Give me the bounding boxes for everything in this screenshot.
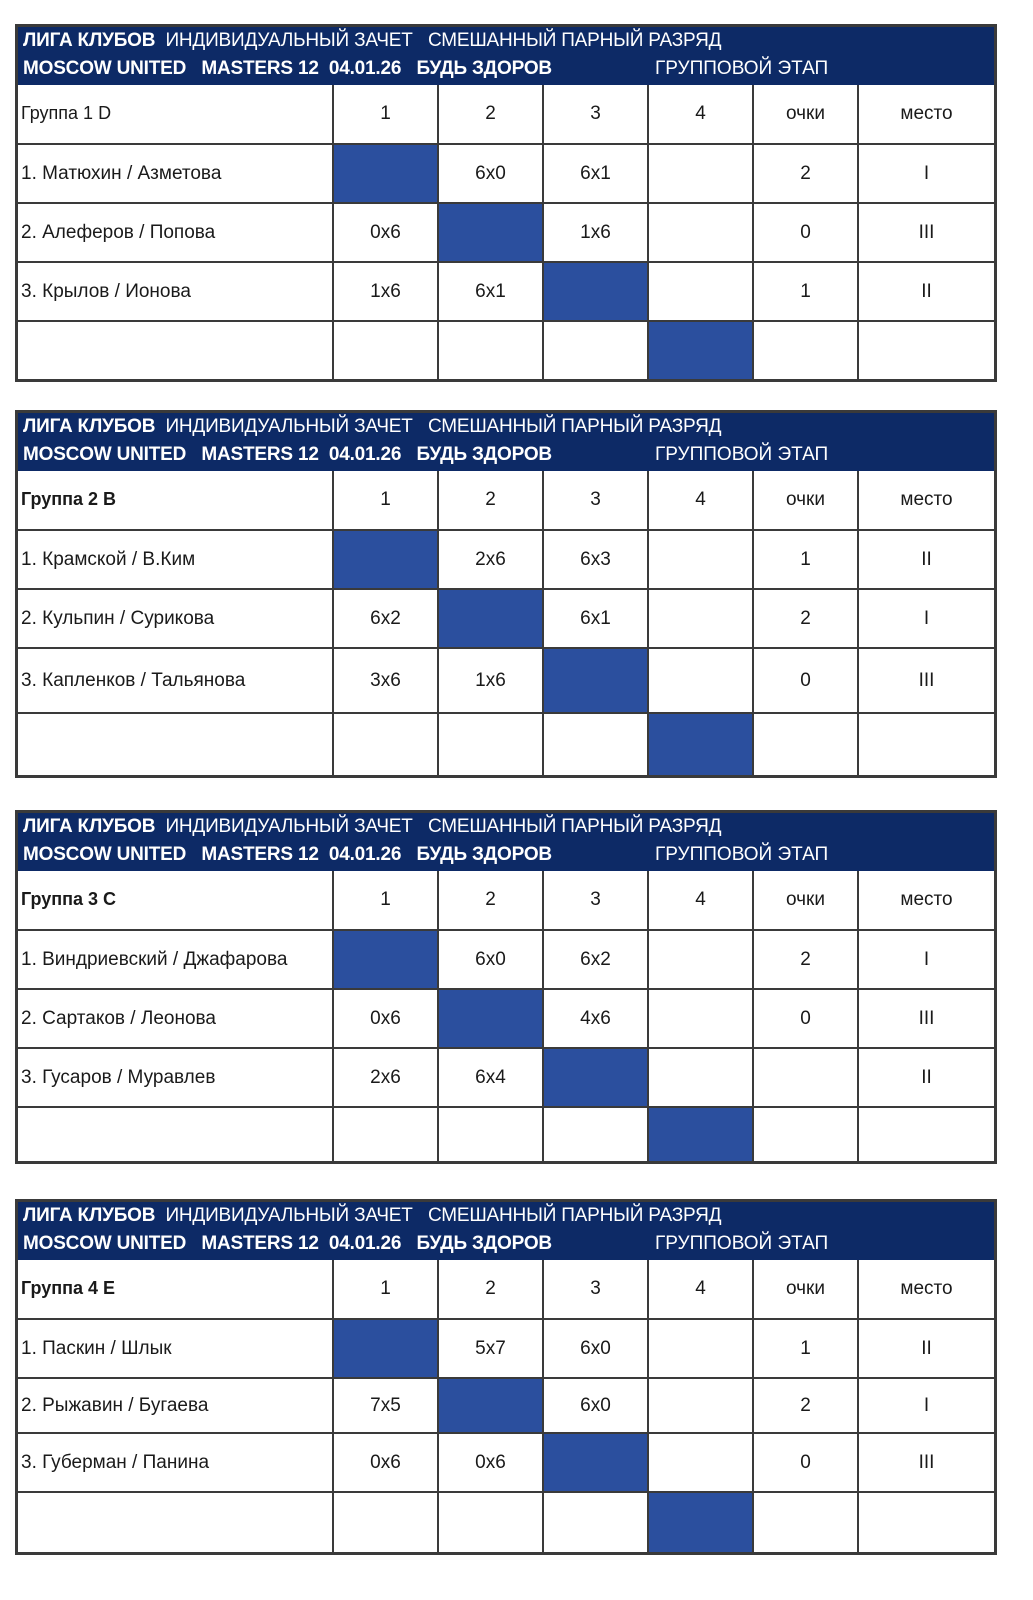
column-header: 4	[648, 871, 753, 930]
points-cell: 0	[753, 989, 858, 1048]
score-cell	[648, 1048, 753, 1107]
place-cell: III	[858, 648, 994, 713]
column-header: 4	[648, 471, 753, 530]
score-cell: 6x2	[543, 930, 648, 989]
group-label: Группа 4 E	[18, 1260, 333, 1319]
place-cell: III	[858, 203, 994, 262]
column-header: 3	[543, 871, 648, 930]
score-cell: 1x6	[543, 203, 648, 262]
stage-label: ГРУППОВОЙ ЭТАП	[655, 58, 829, 79]
team-name	[18, 1492, 333, 1552]
team-name: 3. Капленков / Тальянова	[18, 648, 333, 713]
score-cell: 0x6	[333, 989, 438, 1048]
group-grid	[18, 85, 994, 379]
team-name: 2. Рыжавин / Бугаева	[18, 1378, 333, 1433]
column-header: 4	[648, 1260, 753, 1319]
diagonal-cell	[438, 589, 543, 648]
header-line-1: ЛИГА КЛУБОВ ИНДИВИДУАЛЬНЫЙ ЗАЧЕТ СМЕШАННЫЙ ПАРНЫЙ РАЗРЯД	[23, 1205, 722, 1226]
column-header: очки	[753, 471, 858, 530]
score-cell: 6x0	[438, 144, 543, 203]
header-line-1: ЛИГА КЛУБОВ ИНДИВИДУАЛЬНЫЙ ЗАЧЕТ СМЕШАННЫЙ ПАРНЫЙ РАЗРЯД	[23, 416, 722, 437]
column-header: 3	[543, 85, 648, 144]
score-cell	[543, 713, 648, 775]
diagonal-cell	[438, 989, 543, 1048]
group-label: Группа 1 D	[18, 85, 333, 144]
column-header: 3	[543, 471, 648, 530]
score-cell: 0x6	[333, 1433, 438, 1492]
column-header: очки	[753, 1260, 858, 1319]
place-cell: I	[858, 589, 994, 648]
place-cell	[858, 1492, 994, 1552]
diagonal-cell	[648, 1492, 753, 1552]
score-cell	[648, 930, 753, 989]
score-cell	[438, 321, 543, 379]
score-cell: 6x3	[543, 530, 648, 589]
score-cell	[543, 321, 648, 379]
score-cell: 4x6	[543, 989, 648, 1048]
points-cell: 0	[753, 203, 858, 262]
diagonal-cell	[333, 1319, 438, 1378]
score-cell: 6x0	[543, 1378, 648, 1433]
group-grid	[18, 871, 994, 1161]
place-cell: I	[858, 144, 994, 203]
score-cell	[648, 530, 753, 589]
score-cell: 2x6	[333, 1048, 438, 1107]
score-cell: 1x6	[438, 648, 543, 713]
score-cell	[648, 1433, 753, 1492]
group-label: Группа 3 C	[18, 871, 333, 930]
group-grid	[18, 1260, 994, 1552]
team-name: 3. Гусаров / Муравлев	[18, 1048, 333, 1107]
points-cell	[753, 713, 858, 775]
column-header: место	[858, 471, 994, 530]
team-name	[18, 321, 333, 379]
diagonal-cell	[648, 1107, 753, 1161]
score-cell: 6x2	[333, 589, 438, 648]
points-cell: 1	[753, 262, 858, 321]
column-header: 1	[333, 471, 438, 530]
diagonal-cell	[648, 713, 753, 775]
score-cell	[648, 262, 753, 321]
column-header: 2	[438, 85, 543, 144]
score-cell: 5x7	[438, 1319, 543, 1378]
points-cell: 2	[753, 930, 858, 989]
team-name: 1. Виндриевский / Джафарова	[18, 930, 333, 989]
header-line-2: MOSCOW UNITED MASTERS 12 04.01.26 БУДЬ ЗДОРОВ	[23, 58, 552, 79]
column-header: 2	[438, 871, 543, 930]
score-cell	[438, 1107, 543, 1161]
place-cell: III	[858, 1433, 994, 1492]
column-header: 1	[333, 871, 438, 930]
points-cell: 0	[753, 1433, 858, 1492]
team-name	[18, 713, 333, 775]
score-cell	[648, 203, 753, 262]
diagonal-cell	[438, 203, 543, 262]
score-cell: 6x1	[438, 262, 543, 321]
group-table-3	[15, 810, 997, 1164]
score-cell	[648, 144, 753, 203]
team-name: 1. Паскин / Шлык	[18, 1319, 333, 1378]
score-cell: 6x0	[543, 1319, 648, 1378]
score-cell	[543, 1492, 648, 1552]
column-header: 2	[438, 1260, 543, 1319]
team-name: 1. Матюхин / Азметова	[18, 144, 333, 203]
points-cell	[753, 1107, 858, 1161]
score-cell: 1x6	[333, 262, 438, 321]
score-cell: 6x1	[543, 144, 648, 203]
score-cell	[438, 713, 543, 775]
table-header	[18, 413, 994, 471]
diagonal-cell	[543, 1433, 648, 1492]
place-cell: I	[858, 930, 994, 989]
header-line-2: MOSCOW UNITED MASTERS 12 04.01.26 БУДЬ ЗДОРОВ	[23, 1233, 552, 1254]
place-cell	[858, 713, 994, 775]
points-cell: 2	[753, 144, 858, 203]
stage-label: ГРУППОВОЙ ЭТАП	[655, 1233, 829, 1254]
score-cell	[333, 321, 438, 379]
column-header: 2	[438, 471, 543, 530]
points-cell	[753, 1048, 858, 1107]
score-cell: 0x6	[333, 203, 438, 262]
group-table-4	[15, 1199, 997, 1555]
group-table-2	[15, 410, 997, 778]
score-cell	[648, 989, 753, 1048]
score-cell	[333, 1492, 438, 1552]
table-header	[18, 27, 994, 85]
points-cell: 2	[753, 1378, 858, 1433]
team-name: 3. Крылов / Ионова	[18, 262, 333, 321]
group-table-1	[15, 24, 997, 382]
diagonal-cell	[333, 144, 438, 203]
column-header: место	[858, 871, 994, 930]
points-cell: 1	[753, 1319, 858, 1378]
column-header: 1	[333, 1260, 438, 1319]
score-cell	[648, 1378, 753, 1433]
header-line-2: MOSCOW UNITED MASTERS 12 04.01.26 БУДЬ ЗДОРОВ	[23, 844, 552, 865]
diagonal-cell	[543, 648, 648, 713]
diagonal-cell	[333, 930, 438, 989]
table-header	[18, 1202, 994, 1260]
place-cell: II	[858, 1048, 994, 1107]
score-cell	[543, 1107, 648, 1161]
score-cell: 3x6	[333, 648, 438, 713]
team-name: 2. Сартаков / Леонова	[18, 989, 333, 1048]
diagonal-cell	[438, 1378, 543, 1433]
column-header: 1	[333, 85, 438, 144]
team-name	[18, 1107, 333, 1161]
column-header: очки	[753, 85, 858, 144]
diagonal-cell	[333, 530, 438, 589]
diagonal-cell	[543, 1048, 648, 1107]
stage-label: ГРУППОВОЙ ЭТАП	[655, 844, 829, 865]
column-header: 4	[648, 85, 753, 144]
score-cell	[648, 648, 753, 713]
place-cell: I	[858, 1378, 994, 1433]
score-cell: 2x6	[438, 530, 543, 589]
points-cell: 0	[753, 648, 858, 713]
group-label: Группа 2 B	[18, 471, 333, 530]
score-cell: 6x4	[438, 1048, 543, 1107]
table-header	[18, 813, 994, 871]
score-cell: 7x5	[333, 1378, 438, 1433]
score-cell	[648, 1319, 753, 1378]
header-line-2: MOSCOW UNITED MASTERS 12 04.01.26 БУДЬ ЗДОРОВ	[23, 444, 552, 465]
column-header: очки	[753, 871, 858, 930]
score-cell	[648, 589, 753, 648]
header-line-1: ЛИГА КЛУБОВ ИНДИВИДУАЛЬНЫЙ ЗАЧЕТ СМЕШАННЫЙ ПАРНЫЙ РАЗРЯД	[23, 816, 722, 837]
score-cell: 0x6	[438, 1433, 543, 1492]
score-cell	[438, 1492, 543, 1552]
points-cell: 2	[753, 589, 858, 648]
place-cell: II	[858, 1319, 994, 1378]
points-cell	[753, 321, 858, 379]
score-cell: 6x0	[438, 930, 543, 989]
points-cell: 1	[753, 530, 858, 589]
diagonal-cell	[543, 262, 648, 321]
team-name: 2. Алеферов / Попова	[18, 203, 333, 262]
place-cell: II	[858, 530, 994, 589]
score-cell: 6x1	[543, 589, 648, 648]
column-header: место	[858, 85, 994, 144]
team-name: 2. Кульпин / Сурикова	[18, 589, 333, 648]
header-line-1: ЛИГА КЛУБОВ ИНДИВИДУАЛЬНЫЙ ЗАЧЕТ СМЕШАННЫЙ ПАРНЫЙ РАЗРЯД	[23, 30, 722, 51]
stage-label: ГРУППОВОЙ ЭТАП	[655, 444, 829, 465]
group-grid	[18, 471, 994, 775]
place-cell	[858, 321, 994, 379]
place-cell	[858, 1107, 994, 1161]
diagonal-cell	[648, 321, 753, 379]
points-cell	[753, 1492, 858, 1552]
team-name: 3. Губерман / Панина	[18, 1433, 333, 1492]
score-cell	[333, 713, 438, 775]
place-cell: II	[858, 262, 994, 321]
team-name: 1. Крамской / В.Ким	[18, 530, 333, 589]
column-header: 3	[543, 1260, 648, 1319]
column-header: место	[858, 1260, 994, 1319]
score-cell	[333, 1107, 438, 1161]
place-cell: III	[858, 989, 994, 1048]
